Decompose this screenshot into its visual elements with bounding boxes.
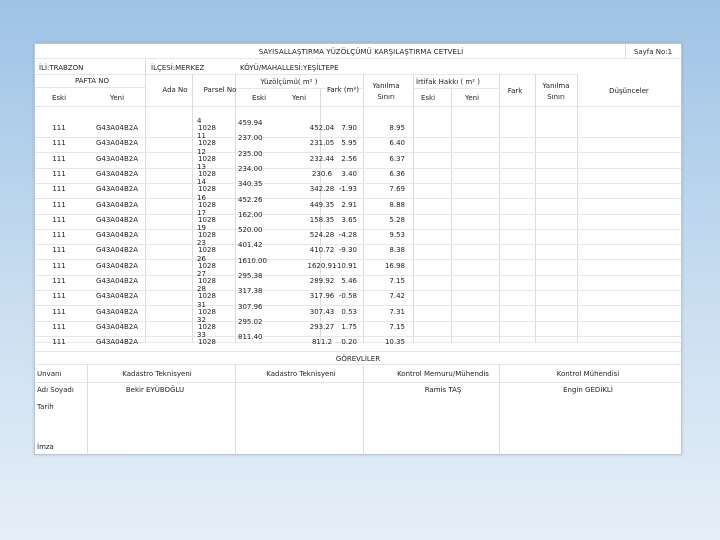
table-cell-ada: 1028 [198, 338, 216, 347]
table-cell-fark: 2.56 [341, 154, 357, 163]
table-row-divider [35, 244, 681, 245]
table-cell-yz_yeni: 317.96 [309, 292, 335, 301]
table-row-divider [35, 305, 681, 306]
table-cell-yeni: G43A04B2A [95, 124, 139, 132]
table-cell-yz_yeni: 158.35 [309, 215, 335, 224]
table-cell-yeni: G43A04B2A [95, 292, 139, 301]
irtifak-divider [413, 88, 499, 89]
table-cell-eski: 111 [52, 338, 66, 347]
table-cell-yz_yeni: 293.27 [309, 322, 335, 331]
table-cell-ada: 1028 [198, 292, 216, 301]
table-cell-eski: 111 [52, 277, 66, 285]
table-cell-yz_eski: 235.00 [238, 149, 263, 158]
table-cell-fark: -9.30 [338, 246, 357, 255]
table-cell-sinir: 6.37 [389, 154, 405, 163]
col-line-9 [535, 74, 536, 342]
table-cell-parsel: 27 [197, 270, 206, 278]
table-cell-yeni: G43A04B2A [95, 169, 139, 178]
col-line-3 [235, 74, 236, 342]
unvani-label: Unvanı [37, 370, 62, 378]
table-cell-ada: 1028 [198, 124, 216, 132]
table-row-divider [35, 183, 681, 184]
table-cell-fark: 7.90 [341, 124, 357, 132]
table-row-divider [35, 198, 681, 199]
comparison-sheet [34, 43, 682, 455]
table-cell-fark: 0.53 [341, 307, 357, 316]
table-cell-yeni: G43A04B2A [95, 277, 139, 285]
table-cell-sinir: 7.42 [389, 292, 405, 301]
irtifak-header: İrtifak Hakkı ( m² ) [415, 78, 481, 86]
table-cell-yz_eski: 307.96 [238, 302, 263, 311]
table-cell-ada: 1028 [198, 139, 216, 148]
table-cell-eski: 111 [52, 185, 66, 194]
footer-col-4 [499, 364, 500, 454]
table-cell-fark: -10.91 [334, 261, 357, 270]
imza-label: İmza [37, 443, 54, 451]
table-row-divider [35, 321, 681, 322]
page-no-divider [625, 44, 626, 58]
table-cell-eski: 111 [52, 215, 66, 224]
table-cell-eski: 111 [52, 261, 66, 270]
table-cell-sinir: 9.53 [389, 231, 405, 240]
table-cell-eski: 111 [52, 246, 66, 255]
table-cell-yz_yeni: 231.05 [309, 139, 335, 148]
table-cell-yeni: G43A04B2A [95, 322, 139, 331]
table-cell-ada: 1028 [198, 277, 216, 285]
table-row-divider [35, 275, 681, 276]
irt-eski-header: Eski [420, 94, 436, 102]
table-cell-parsel: 4 [197, 117, 202, 125]
col-line-6 [413, 74, 414, 342]
table-cell-yeni: G43A04B2A [95, 185, 139, 194]
table-cell-fark: -0.58 [338, 292, 357, 301]
table-cell-parsel: 26 [197, 254, 206, 263]
table-cell-ada: 1028 [198, 185, 216, 194]
table-cell-ada: 1028 [198, 154, 216, 163]
table-cell-yz_yeni: 289.92 [309, 277, 335, 285]
table-cell-sinir: 6.40 [389, 139, 405, 148]
table-cell-yz_eski: 811.40 [238, 333, 263, 342]
footer-line-2 [35, 382, 681, 383]
pafta-yeni-header: Yeni [109, 94, 125, 102]
yanilma-siniri-header-1: Yanılma Sınırı [372, 82, 400, 101]
table-cell-yeni: G43A04B2A [95, 246, 139, 255]
adi-soyadi-label: Adı Soyadı [37, 386, 74, 394]
table-cell-yz_eski: 452.26 [238, 195, 263, 204]
col-line-8 [499, 74, 500, 342]
table-cell-fark: 3.40 [341, 169, 357, 178]
table-cell-fark: 2.91 [341, 200, 357, 209]
table-cell-yz_yeni: 1620.91 [307, 261, 337, 270]
table-cell-ada: 1028 [198, 169, 216, 178]
table-cell-sinir: 7.15 [389, 277, 405, 285]
table-cell-yeni: G43A04B2A [95, 307, 139, 316]
table-row-divider [35, 152, 681, 153]
fark-m2-header: Fark (m²) [327, 86, 359, 94]
table-cell-yeni: G43A04B2A [95, 200, 139, 209]
table-cell-yz_yeni: 342.28 [309, 185, 335, 194]
table-cell-sinir: 8.95 [389, 124, 405, 132]
table-cell-ada: 1028 [198, 231, 216, 240]
table-cell-ada: 1028 [198, 215, 216, 224]
table-cell-yz_eski: 162.00 [238, 210, 263, 219]
fark-header: Fark [507, 87, 523, 95]
table-cell-ada: 1028 [198, 307, 216, 316]
document-title: SAYISALLAŞTIRMA YÜZÖLÇÜMÜ KARŞILAŞTIRMA CETVELİ [258, 48, 464, 56]
yz-eski-header: Eski [251, 94, 267, 102]
table-cell-yz_yeni: 230.6 [311, 169, 333, 178]
table-cell-eski: 111 [52, 231, 66, 240]
table-cell-parsel: 12 [197, 147, 206, 156]
table-cell-yeni: G43A04B2A [95, 261, 139, 270]
table-cell-yz_eski: 295.38 [238, 272, 263, 280]
title-divider [35, 58, 681, 59]
table-cell-yz_yeni: 232.44 [309, 154, 335, 163]
table-cell-sinir: 16.98 [384, 261, 405, 270]
pafta-divider [35, 87, 145, 88]
header-divider-1 [35, 74, 577, 75]
yanilma-siniri-header-2: Yanılma Sınırı [542, 82, 570, 101]
table-cell-yz_yeni: 452.04 [309, 124, 335, 132]
pafta-eski-header: Eski [51, 94, 67, 102]
table-cell-ada: 1028 [198, 200, 216, 209]
table-cell-ada: 1028 [198, 246, 216, 255]
table-cell-ada: 1028 [198, 322, 216, 331]
ilce-label: İLÇESİ:MERKEZ [151, 64, 205, 72]
table-cell-yz_yeni: 524.28 [309, 231, 335, 240]
table-row-divider [35, 214, 681, 215]
irt-yeni-header: Yeni [464, 94, 480, 102]
table-cell-yz_yeni: 449.35 [309, 200, 335, 209]
table-row-divider [35, 290, 681, 291]
table-cell-parsel: 19 [197, 224, 206, 233]
table-cell-sinir: 8.38 [389, 246, 405, 255]
table-row-divider [35, 168, 681, 169]
table-cell-eski: 111 [52, 322, 66, 331]
table-cell-fark: -4.28 [338, 231, 357, 240]
table-row-divider [35, 336, 681, 337]
il-label: İLİ:TRABZON [39, 64, 84, 72]
ada-no-header: Ada No [162, 86, 188, 94]
table-cell-eski: 111 [52, 154, 66, 163]
table-cell-parsel: 23 [197, 239, 206, 248]
table-cell-yz_yeni: 307.43 [309, 307, 335, 316]
table-cell-yz_yeni: 410.72 [309, 246, 335, 255]
table-cell-parsel: 13 [197, 162, 206, 171]
parsel-no-header: Parsel No [203, 86, 237, 94]
footer-col-3 [363, 364, 364, 454]
table-cell-fark: 1.75 [341, 322, 357, 331]
table-cell-yeni: G43A04B2A [95, 231, 139, 240]
ad-1: Bekir EYÜBOĞLU [125, 386, 185, 394]
table-cell-eski: 111 [52, 307, 66, 316]
table-cell-yeni: G43A04B2A [95, 215, 139, 224]
table-cell-parsel: 16 [197, 193, 206, 202]
table-cell-yz_eski: 459.94 [238, 119, 263, 127]
table-cell-fark: -1.93 [338, 185, 357, 194]
gorevliler-heading: GÖREVLİLER [335, 355, 381, 363]
table-cell-yeni: G43A04B2A [95, 338, 139, 347]
table-cell-yz_eski: 234.00 [238, 164, 263, 173]
table-cell-eski: 111 [52, 200, 66, 209]
table-cell-sinir: 7.69 [389, 185, 405, 194]
koy-label: KÖYÜ/MAHALLESİ:YEŞİLTEPE [240, 64, 339, 72]
yuzolcumu-header: Yüzölçümü( m² ) [260, 78, 318, 86]
table-cell-parsel: 31 [197, 300, 206, 309]
table-cell-parsel: 11 [197, 132, 206, 141]
footer-col-1 [87, 364, 88, 454]
table-cell-yz_eski: 237.00 [238, 134, 263, 143]
table-cell-yz_yeni: 811.2 [311, 338, 333, 347]
yz-yeni-header: Yeni [291, 94, 307, 102]
table-cell-yz_eski: 295.02 [238, 317, 263, 326]
col-line-1 [145, 58, 146, 342]
footer-line-1 [35, 364, 681, 365]
table-cell-parsel: 32 [197, 315, 206, 324]
table-cell-sinir: 7.31 [389, 307, 405, 316]
table-cell-parsel: 28 [197, 285, 206, 294]
table-cell-yz_eski: 520.00 [238, 226, 263, 235]
table-cell-fark: 3.65 [341, 215, 357, 224]
col-line-2 [192, 74, 193, 342]
table-cell-eski: 111 [52, 124, 66, 132]
page-number: Sayfa No:1 [633, 48, 673, 56]
ad-4: Engin GEDİKLİ [563, 386, 613, 394]
tarih-label: Tarih [37, 403, 54, 411]
ad-3: Ramis TAŞ [424, 386, 462, 394]
table-cell-fark: 5.95 [341, 139, 357, 148]
table-row-divider [35, 351, 681, 352]
col-line-10 [577, 74, 578, 342]
table-row-divider [35, 259, 681, 260]
table-cell-yz_eski: 1610.00 [238, 256, 267, 265]
table-cell-yz_eski: 317.38 [238, 287, 263, 296]
dusunceler-header: Düşünceler [609, 87, 649, 95]
unvan-2: Kadastro Teknisyeni [266, 370, 336, 378]
footer-col-2 [235, 364, 236, 454]
table-cell-sinir: 10.35 [384, 338, 405, 347]
table-cell-eski: 111 [52, 139, 66, 148]
header-bottom-line [35, 106, 681, 107]
table-cell-sinir: 7.15 [389, 322, 405, 331]
col-line-5 [363, 74, 364, 342]
pafta-no-header: PAFTA NO [75, 77, 109, 85]
table-cell-yz_eski: 401.42 [238, 241, 263, 250]
table-cell-eski: 111 [52, 169, 66, 178]
table-cell-fark: 0.20 [341, 338, 357, 347]
unvan-4: Kontrol Mühendisi [556, 370, 620, 378]
table-cell-yeni: G43A04B2A [95, 154, 139, 163]
col-line-7 [451, 88, 452, 342]
table-cell-ada: 1028 [198, 261, 216, 270]
table-cell-sinir: 5.28 [389, 215, 405, 224]
table-cell-parsel: 17 [197, 208, 206, 217]
table-cell-eski: 111 [52, 292, 66, 301]
table-row-divider [35, 229, 681, 230]
table-row-divider [35, 137, 681, 138]
table-cell-yz_eski: 340.35 [238, 180, 263, 189]
table-cell-sinir: 6.36 [389, 169, 405, 178]
table-cell-fark: 5.46 [341, 277, 357, 285]
table-cell-sinir: 8.88 [389, 200, 405, 209]
table-cell-yeni: G43A04B2A [95, 139, 139, 148]
table-cell-parsel: 14 [197, 178, 206, 187]
unvan-3: Kontrol Memuru/Mühendis [397, 370, 489, 378]
unvan-1: Kadastro Teknisyeni [122, 370, 192, 378]
table-cell-parsel: 33 [197, 331, 206, 340]
